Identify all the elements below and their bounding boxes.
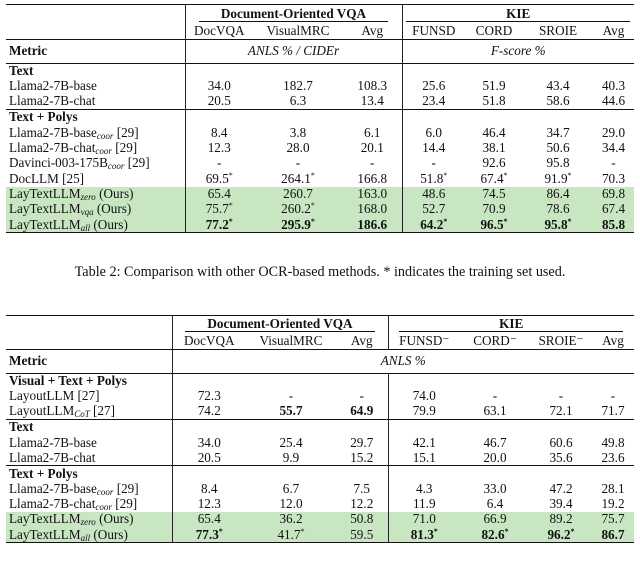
table-row bbox=[6, 497, 634, 512]
empty-cell bbox=[402, 64, 465, 79]
value-cell: 71.0 bbox=[388, 512, 460, 527]
empty-cell bbox=[336, 374, 388, 389]
header-column-row bbox=[6, 23, 634, 40]
empty-cell bbox=[523, 64, 593, 79]
method-subscript: vqa bbox=[80, 207, 94, 218]
table-row bbox=[6, 404, 634, 419]
training-set-mark: * bbox=[567, 216, 572, 226]
empty-cell bbox=[185, 64, 253, 79]
empty-cell bbox=[530, 420, 592, 435]
empty-cell bbox=[336, 420, 388, 435]
method-subscript: all bbox=[80, 222, 91, 233]
method-subscript: zero bbox=[80, 192, 96, 203]
table-row bbox=[6, 171, 634, 186]
empty-cell bbox=[246, 374, 336, 389]
value-cell: - bbox=[343, 156, 402, 171]
column-header: FUNSD bbox=[412, 22, 456, 38]
value-cell: 8.4 bbox=[201, 480, 218, 496]
value-cell: 166.8 bbox=[343, 171, 402, 186]
value-cell: 38.1 bbox=[482, 139, 506, 155]
empty-cell bbox=[465, 110, 523, 125]
table-row bbox=[6, 512, 634, 527]
value-cell: 58.6 bbox=[546, 93, 570, 109]
method-name: Llama2-7B-chat bbox=[6, 94, 185, 109]
empty-cell bbox=[388, 466, 460, 481]
value-cell: 69.5* bbox=[205, 170, 233, 186]
group-kie-title bbox=[402, 5, 634, 23]
value-cell: 260.2* bbox=[253, 202, 343, 217]
value-cell: 20.5 bbox=[197, 449, 221, 465]
table-row bbox=[6, 94, 634, 109]
value-cell: 51.9 bbox=[482, 78, 506, 94]
value-cell: 65.4 bbox=[172, 512, 246, 527]
method-subscript: all bbox=[80, 532, 91, 543]
method-subscript: coor bbox=[107, 161, 125, 172]
value-cell: 78.6 bbox=[523, 202, 593, 217]
empty-cell bbox=[592, 374, 634, 389]
value-cell: 86.4 bbox=[523, 187, 593, 202]
value-cell: 15.2 bbox=[336, 450, 388, 465]
table-row bbox=[6, 217, 634, 232]
group-vqa-label: Document-Oriented VQA bbox=[185, 316, 374, 332]
value-cell: 34.4 bbox=[601, 139, 626, 155]
comparison-table-ocr bbox=[6, 4, 634, 233]
empty-cell bbox=[460, 466, 530, 481]
value-cell: 55.7 bbox=[279, 403, 303, 419]
empty-cell bbox=[530, 466, 592, 481]
metric-row bbox=[6, 350, 634, 374]
training-set-mark: * bbox=[300, 526, 305, 536]
value-cell: - bbox=[431, 155, 436, 171]
method-subscript: coor bbox=[96, 130, 114, 141]
value-cell: 49.8 bbox=[601, 434, 625, 450]
caption-text: Table 2: Comparison with other OCR-based methods. * indicates the training set used. bbox=[74, 264, 566, 280]
empty-cell bbox=[246, 420, 336, 435]
training-set-mark: * bbox=[433, 526, 438, 536]
value-cell: 92.6 bbox=[482, 155, 506, 171]
value-cell: 42.1 bbox=[412, 434, 436, 450]
value-cell: 34.0 bbox=[197, 434, 221, 450]
value-cell: 6.7 bbox=[282, 480, 300, 496]
value-cell: 46.7 bbox=[483, 434, 507, 450]
header-empty-cell bbox=[6, 316, 172, 333]
section-header-row bbox=[6, 374, 634, 389]
column-header: SROIE⁻ bbox=[538, 332, 584, 348]
method-subscript: coor bbox=[96, 486, 114, 497]
empty-cell bbox=[460, 420, 530, 435]
value-cell: 82.6* bbox=[460, 527, 530, 542]
empty-cell bbox=[465, 64, 523, 79]
value-cell: 74.2 bbox=[197, 403, 221, 419]
value-cell: 74.5 bbox=[465, 187, 523, 202]
group-kie-label: KIE bbox=[406, 6, 630, 22]
training-set-mark: * bbox=[310, 170, 315, 180]
value-cell: 182.7 bbox=[283, 78, 313, 94]
training-set-mark: * bbox=[503, 216, 508, 226]
value-cell: 15.1 bbox=[412, 449, 436, 465]
value-cell: 81.3* bbox=[388, 527, 460, 542]
training-set-mark: * bbox=[503, 170, 508, 180]
value-cell: 51.8 bbox=[482, 93, 506, 109]
value-cell: 72.1 bbox=[549, 403, 573, 419]
empty-cell bbox=[253, 110, 343, 125]
empty-cell bbox=[388, 374, 460, 389]
value-cell: 28.1 bbox=[601, 480, 625, 496]
method-name: Llama2-7B-base$_{coor}$ [29] bbox=[6, 481, 172, 496]
value-cell: 44.6 bbox=[601, 93, 626, 109]
method-subscript: coor bbox=[95, 502, 112, 513]
method-subscript: coor bbox=[95, 145, 112, 156]
section-header-row bbox=[6, 466, 634, 481]
header-group-row bbox=[6, 316, 634, 333]
value-cell: 91.9* bbox=[544, 170, 572, 186]
empty-cell bbox=[253, 64, 343, 79]
value-cell: 95.8* bbox=[523, 217, 593, 232]
table-row bbox=[6, 389, 634, 404]
value-cell: 96.2* bbox=[530, 527, 592, 542]
value-cell: 35.6 bbox=[549, 449, 573, 465]
value-cell: - bbox=[295, 155, 301, 171]
header-empty-cell bbox=[6, 23, 185, 40]
group-vqa-label: Document-Oriented VQA bbox=[199, 6, 388, 22]
value-cell: 75.7* bbox=[185, 202, 253, 217]
method-name: Llama2-7B-base bbox=[6, 435, 172, 450]
value-cell: 29.0 bbox=[601, 124, 626, 140]
value-cell: 39.4 bbox=[549, 496, 573, 512]
column-header: VisualMRC bbox=[266, 22, 330, 38]
value-cell: 12.2 bbox=[336, 497, 388, 512]
section-title: Text + Polys bbox=[6, 466, 172, 481]
column-header: VisualMRC bbox=[259, 332, 323, 348]
table-caption bbox=[0, 264, 640, 281]
value-cell: 11.9 bbox=[412, 496, 436, 512]
section-title: Text bbox=[6, 64, 185, 79]
empty-cell bbox=[172, 420, 246, 435]
column-header: CORD⁻ bbox=[473, 332, 517, 348]
method-name: Davinci-$003-175B_{coor}$ [29] bbox=[6, 156, 185, 171]
training-set-mark: * bbox=[310, 201, 315, 211]
training-set-mark: * bbox=[504, 526, 509, 536]
section-header-row bbox=[6, 110, 634, 125]
table-row bbox=[6, 527, 634, 542]
value-cell: 77.2* bbox=[185, 217, 253, 232]
empty-cell bbox=[343, 64, 402, 79]
value-cell: 4.3 bbox=[416, 480, 433, 496]
value-cell: 67.4* bbox=[480, 170, 508, 186]
column-header: DocVQA bbox=[193, 22, 245, 38]
column-header: Avg bbox=[602, 332, 624, 348]
column-header: Avg bbox=[336, 333, 388, 350]
empty-cell bbox=[523, 110, 593, 125]
section-title: Text bbox=[6, 420, 172, 435]
value-cell: 69.8 bbox=[593, 187, 634, 202]
value-cell: 19.2 bbox=[601, 496, 625, 512]
value-cell: 60.6 bbox=[549, 434, 573, 450]
value-cell: 65.4 bbox=[185, 187, 253, 202]
method-name: Llama2-7B-chat$_{coor}$ [29] bbox=[6, 140, 185, 155]
value-cell: 12.0 bbox=[279, 496, 303, 512]
method-name: LayTextLLM$_{all}$ (Ours) bbox=[6, 527, 172, 542]
value-cell: 48.6 bbox=[402, 187, 465, 202]
value-cell: 70.9 bbox=[465, 202, 523, 217]
header-column-row bbox=[6, 333, 634, 350]
training-set-mark: * bbox=[218, 526, 223, 536]
method-subscript: zero bbox=[80, 517, 96, 528]
empty-cell bbox=[185, 110, 253, 125]
table-row bbox=[6, 435, 634, 450]
value-cell: 20.1 bbox=[343, 140, 402, 155]
value-cell: 67.4 bbox=[593, 202, 634, 217]
column-header: Avg bbox=[602, 22, 625, 38]
value-cell: 163.0 bbox=[343, 187, 402, 202]
value-cell: 41.7* bbox=[246, 527, 336, 542]
value-cell: 89.2 bbox=[530, 512, 592, 527]
value-cell: 29.7 bbox=[336, 435, 388, 450]
empty-cell bbox=[592, 466, 634, 481]
method-name: DocLLM [25] bbox=[6, 171, 185, 186]
empty-cell bbox=[593, 64, 634, 79]
metric-label: Metric bbox=[6, 350, 172, 374]
value-cell: 43.4 bbox=[546, 78, 570, 94]
method-name: Llama2-7B-base$_{coor}$ [29] bbox=[6, 125, 185, 140]
training-set-mark: * bbox=[310, 216, 315, 226]
value-cell: - bbox=[336, 389, 388, 404]
value-cell: 66.9 bbox=[460, 512, 530, 527]
value-cell: 74.0 bbox=[412, 388, 436, 404]
table-row bbox=[6, 187, 634, 202]
value-cell: 6.4 bbox=[486, 496, 504, 512]
value-cell: 12.3 bbox=[207, 139, 231, 155]
value-cell: 36.2 bbox=[246, 512, 336, 527]
value-cell: 95.8 bbox=[546, 155, 570, 171]
value-cell: 6.3 bbox=[289, 93, 307, 109]
value-cell: 33.0 bbox=[483, 480, 507, 496]
value-cell: 47.2 bbox=[549, 480, 573, 496]
value-cell: 6.0 bbox=[425, 124, 442, 140]
method-name: LayTextLLM$_{vqa}$ (Ours) bbox=[6, 202, 185, 217]
value-cell: 264.1* bbox=[281, 170, 315, 186]
method-name: Llama2-7B-chat$_{coor}$ [29] bbox=[6, 497, 172, 512]
value-cell: 186.6 bbox=[343, 217, 402, 232]
training-set-mark: * bbox=[443, 170, 448, 180]
value-cell: 14.4 bbox=[422, 139, 446, 155]
value-cell: 260.7 bbox=[253, 187, 343, 202]
value-cell: 23.6 bbox=[601, 449, 625, 465]
value-cell: 40.3 bbox=[601, 78, 626, 94]
value-cell: 79.9 bbox=[412, 403, 436, 419]
value-cell: 96.5* bbox=[465, 217, 523, 232]
value-cell: 25.4 bbox=[279, 434, 303, 450]
value-cell: - bbox=[558, 388, 564, 404]
value-cell: 25.6 bbox=[422, 78, 446, 94]
column-header: Avg bbox=[343, 23, 402, 40]
table-row bbox=[6, 140, 634, 155]
metric-vqa: ANLS % / CIDEr bbox=[185, 40, 402, 64]
metric-all: ANLS % bbox=[172, 350, 634, 374]
value-cell: 72.3 bbox=[197, 388, 221, 404]
value-cell: 168.0 bbox=[343, 202, 402, 217]
value-cell: 71.7 bbox=[601, 403, 625, 419]
value-cell: 85.8 bbox=[593, 217, 634, 232]
section-title: Text + Polys bbox=[6, 110, 185, 125]
column-header: SROIE bbox=[538, 22, 578, 38]
empty-cell bbox=[460, 374, 530, 389]
value-cell: - bbox=[492, 388, 498, 404]
section-header-row bbox=[6, 64, 634, 79]
value-cell: 34.0 bbox=[207, 78, 231, 94]
metric-kie: F-score % bbox=[402, 40, 634, 64]
value-cell: 59.5 bbox=[336, 527, 388, 542]
value-cell: 7.5 bbox=[336, 481, 388, 496]
group-kie-title bbox=[388, 316, 634, 333]
value-cell: - bbox=[610, 388, 616, 404]
value-cell: 50.6 bbox=[546, 139, 570, 155]
metric-label: Metric bbox=[6, 40, 185, 64]
value-cell: 51.8* bbox=[420, 170, 448, 186]
empty-cell bbox=[336, 466, 388, 481]
value-cell: 3.8 bbox=[289, 124, 307, 140]
value-cell: 77.3* bbox=[172, 527, 246, 542]
table-row bbox=[6, 156, 634, 171]
value-cell: 46.4 bbox=[482, 124, 506, 140]
method-name: LayoutLLM$_{CoT}$ [27] bbox=[6, 404, 172, 419]
training-set-mark: * bbox=[228, 216, 233, 226]
training-set-mark: * bbox=[443, 216, 448, 226]
value-cell: 6.1 bbox=[343, 125, 402, 140]
value-cell: 20.5 bbox=[207, 93, 231, 109]
empty-cell bbox=[388, 420, 460, 435]
table-row bbox=[6, 481, 634, 496]
empty-cell bbox=[343, 110, 402, 125]
column-header: DocVQA bbox=[183, 332, 235, 348]
empty-cell bbox=[172, 466, 246, 481]
value-cell: 50.8 bbox=[336, 512, 388, 527]
group-kie-label: KIE bbox=[399, 316, 623, 332]
table-row bbox=[6, 450, 634, 465]
value-cell: 12.3 bbox=[197, 496, 221, 512]
empty-cell bbox=[530, 374, 592, 389]
value-cell: - bbox=[611, 155, 616, 171]
group-vqa-title bbox=[185, 5, 402, 23]
empty-cell bbox=[172, 374, 246, 389]
value-cell: 34.7 bbox=[546, 124, 570, 140]
header-empty-cell bbox=[6, 333, 172, 350]
value-cell: - bbox=[288, 388, 294, 404]
method-name: LayTextLLM$_{zero}$ (Ours) bbox=[6, 512, 172, 527]
empty-cell bbox=[402, 110, 465, 125]
training-set-mark: * bbox=[228, 170, 233, 180]
value-cell: 23.4 bbox=[422, 93, 446, 109]
table-row bbox=[6, 202, 634, 217]
value-cell: 70.3 bbox=[601, 170, 626, 186]
value-cell: 52.7 bbox=[402, 202, 465, 217]
method-name: LayoutLLM [27] bbox=[6, 389, 172, 404]
value-cell: 108.3 bbox=[343, 79, 402, 94]
comparison-table-layout bbox=[6, 315, 634, 543]
value-cell: 86.7 bbox=[592, 527, 634, 542]
metric-row bbox=[6, 40, 634, 64]
group-vqa-title bbox=[172, 316, 388, 333]
value-cell: 28.0 bbox=[286, 139, 310, 155]
value-cell: - bbox=[217, 155, 222, 171]
method-name: Llama2-7B-base bbox=[6, 79, 185, 94]
column-header: CORD bbox=[475, 22, 513, 38]
value-cell: 13.4 bbox=[343, 94, 402, 109]
training-set-mark: * bbox=[567, 170, 572, 180]
header-group-row bbox=[6, 5, 634, 23]
method-name: Llama2-7B-chat bbox=[6, 450, 172, 465]
training-set-mark: * bbox=[570, 526, 575, 536]
method-name: LayTextLLM$_{zero}$ (Ours) bbox=[6, 187, 185, 202]
empty-cell bbox=[593, 110, 634, 125]
value-cell: 64.9 bbox=[336, 404, 388, 419]
method-subscript: CoT bbox=[74, 409, 90, 420]
value-cell: 295.9* bbox=[253, 217, 343, 232]
column-header: FUNSD⁻ bbox=[399, 332, 450, 348]
value-cell: 8.4 bbox=[211, 124, 228, 140]
empty-cell bbox=[592, 420, 634, 435]
section-header-row bbox=[6, 420, 634, 435]
section-title: Visual + Text + Polys bbox=[6, 374, 172, 389]
value-cell: 9.9 bbox=[282, 449, 300, 465]
header-empty-cell bbox=[6, 5, 185, 23]
table-row bbox=[6, 125, 634, 140]
value-cell: 63.1 bbox=[483, 403, 507, 419]
table-row bbox=[6, 79, 634, 94]
empty-cell bbox=[246, 466, 336, 481]
method-name: LayTextLLM$_{all}$ (Ours) bbox=[6, 217, 185, 232]
value-cell: 20.0 bbox=[483, 449, 507, 465]
training-set-mark: * bbox=[228, 201, 233, 211]
value-cell: 64.2* bbox=[402, 217, 465, 232]
value-cell: 75.7 bbox=[592, 512, 634, 527]
